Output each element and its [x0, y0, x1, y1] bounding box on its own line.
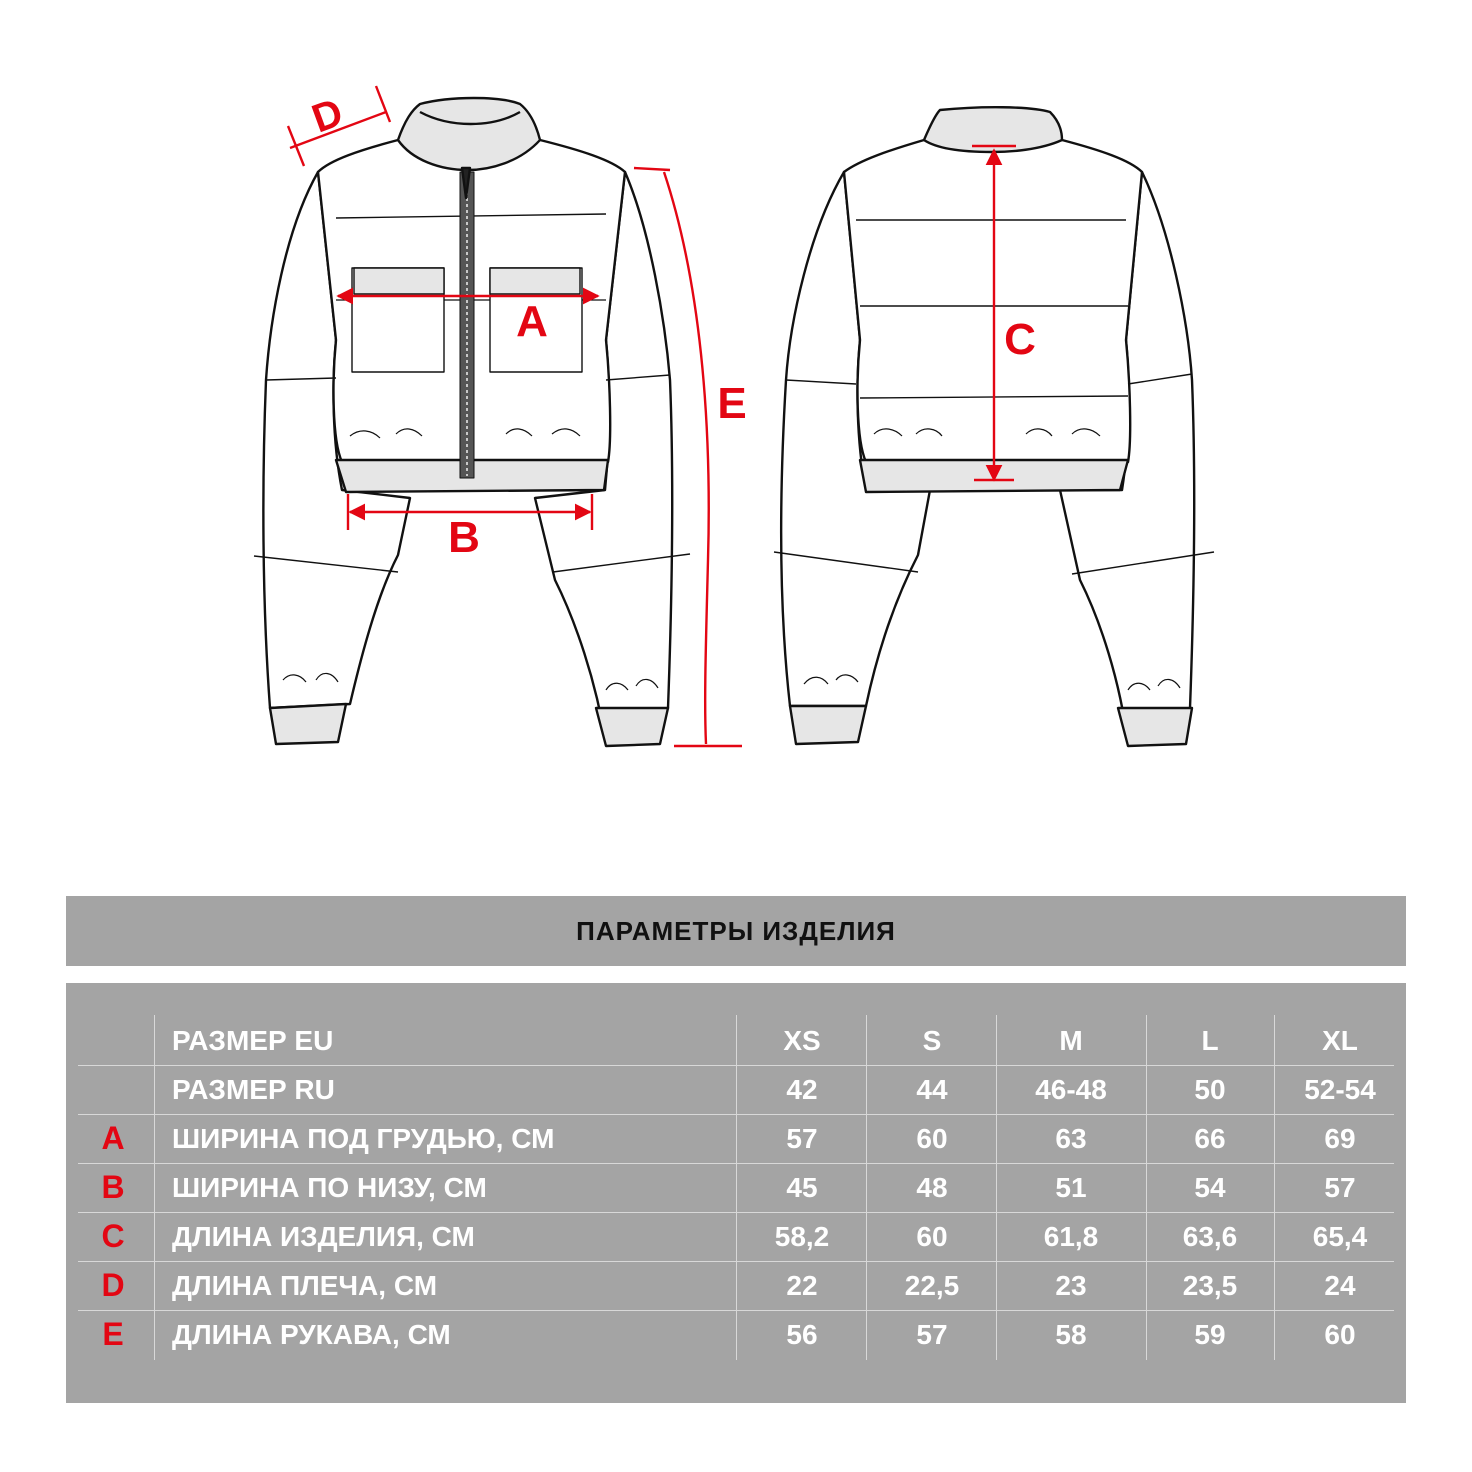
- table-cell: 23: [1055, 1269, 1087, 1301]
- table-cell: 58,2: [774, 1220, 830, 1252]
- table-cell: 57: [786, 1122, 818, 1154]
- back-right-cuff: [1118, 708, 1192, 746]
- row-label: ШИРИНА ПО НИЗУ, СМ: [172, 1171, 487, 1203]
- table-cell: 46-48: [1035, 1073, 1107, 1105]
- row-letter: A: [101, 1120, 125, 1156]
- table-cell: 42: [786, 1073, 818, 1105]
- row-letter: [78, 1065, 148, 1114]
- table-title-bar: [66, 896, 1406, 966]
- table-cell: 54: [1194, 1171, 1226, 1203]
- table-cell: 63,6: [1182, 1220, 1238, 1252]
- label-a: A: [516, 297, 548, 346]
- row-letter: B: [101, 1169, 125, 1205]
- table-cell: 44: [916, 1073, 948, 1105]
- row-label: ШИРИНА ПОД ГРУДЬЮ, СМ: [172, 1122, 555, 1154]
- table-cell: XS: [783, 1024, 821, 1056]
- row-letter: C: [101, 1218, 125, 1254]
- row-label: ДЛИНА ПЛЕЧА, СМ: [172, 1269, 438, 1301]
- row-letter: D: [101, 1267, 125, 1303]
- table-cell: 57: [1324, 1171, 1356, 1203]
- column-divider: [1274, 1015, 1275, 1360]
- label-c: C: [1004, 315, 1036, 364]
- table-cell: 56: [786, 1318, 818, 1350]
- label-e: E: [717, 379, 747, 428]
- table-cell: 60: [916, 1122, 948, 1154]
- table-cell: 48: [916, 1171, 948, 1203]
- label-b: B: [448, 513, 480, 562]
- table-cell: 58: [1055, 1318, 1087, 1350]
- table-cell: 22: [786, 1269, 818, 1301]
- table-cell: XL: [1322, 1024, 1358, 1056]
- column-divider: [1146, 1015, 1147, 1360]
- back-left-cuff: [790, 706, 866, 744]
- table-cell: 69: [1324, 1122, 1356, 1154]
- table-cell: 52-54: [1304, 1073, 1376, 1105]
- front-left-cuff: [270, 704, 346, 744]
- column-divider: [736, 1015, 737, 1360]
- table-cell: S: [922, 1024, 942, 1056]
- table-cell: 22,5: [904, 1269, 960, 1301]
- table-cell: 24: [1324, 1269, 1356, 1301]
- table-cell: 23,5: [1182, 1269, 1238, 1301]
- column-divider: [866, 1015, 867, 1360]
- row-letter: [78, 1016, 148, 1065]
- table-cell: 60: [1324, 1318, 1356, 1350]
- table-cell: 60: [916, 1220, 948, 1252]
- row-label: РАЗМЕР RU: [172, 1073, 335, 1105]
- table-cell: M: [1059, 1024, 1083, 1056]
- size-table: [66, 983, 1406, 1403]
- table-cell: 45: [786, 1171, 818, 1203]
- row-label: ДЛИНА РУКАВА, СМ: [172, 1318, 451, 1350]
- front-right-cuff: [596, 708, 668, 746]
- row-letter: E: [102, 1316, 124, 1352]
- jacket-front: [254, 98, 690, 746]
- table-cell: 61,8: [1043, 1220, 1099, 1252]
- row-label: РАЗМЕР EU: [172, 1024, 334, 1056]
- table-cell: 65,4: [1312, 1220, 1368, 1252]
- table-cell: 59: [1194, 1318, 1226, 1350]
- table-title: ПАРАМЕТРЫ ИЗДЕЛИЯ: [576, 915, 896, 946]
- label-d: D: [306, 90, 349, 142]
- column-divider: [154, 1015, 155, 1360]
- table-cell: 63: [1055, 1122, 1087, 1154]
- table-cell: L: [1201, 1024, 1219, 1056]
- column-divider: [996, 1015, 997, 1360]
- table-cell: 50: [1194, 1073, 1226, 1105]
- row-label: ДЛИНА ИЗДЕЛИЯ, СМ: [172, 1220, 475, 1252]
- table-cell: 51: [1055, 1171, 1087, 1203]
- table-cell: 66: [1194, 1122, 1226, 1154]
- table-cell: 57: [916, 1318, 948, 1350]
